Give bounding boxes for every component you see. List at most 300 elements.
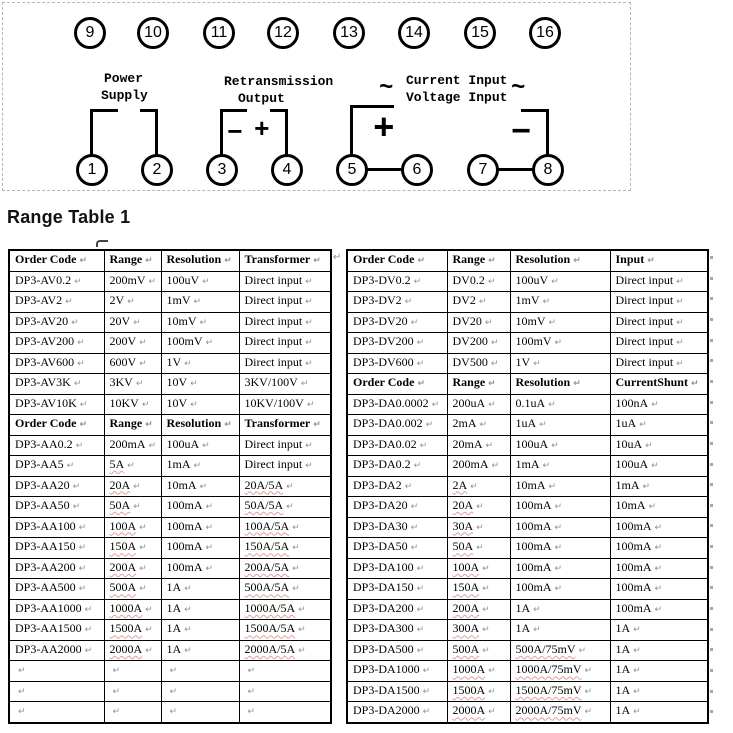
table-cell — [610, 599, 708, 620]
cell-text: 150A/5A — [244, 539, 290, 554]
table-cell — [610, 333, 708, 354]
cell-text: 100uA — [166, 436, 200, 451]
formatting-mark: ↵ — [416, 338, 425, 349]
formatting-mark: ↵ — [224, 420, 232, 431]
table-cell — [610, 292, 708, 313]
cell-text: 100uV — [515, 272, 549, 287]
table-cell — [347, 681, 447, 702]
terminal-3: 3 — [206, 154, 238, 186]
cell-text: 1000A — [109, 600, 143, 615]
header-cell — [161, 250, 239, 271]
cell-text: DP3-AV0.2 — [15, 272, 72, 287]
formatting-mark: ↵ — [78, 522, 87, 533]
formatting-mark: ↵ — [193, 297, 202, 308]
cell-text: 1mV — [166, 293, 191, 308]
table-cell — [610, 681, 708, 702]
formatting-mark: ↵ — [648, 502, 657, 513]
formatting-mark: ↵ — [551, 276, 559, 287]
terminal-15: 15 — [464, 17, 496, 49]
formatting-mark: ↵ — [78, 563, 87, 574]
formatting-mark: ↵ — [139, 584, 147, 595]
table-cell — [510, 497, 610, 518]
table-cell — [104, 435, 161, 456]
cell-text: 1mA — [615, 477, 640, 492]
formatting-mark: ↵ — [416, 625, 425, 636]
formatting-mark: ↵ — [190, 399, 198, 410]
formatting-mark: ↵ — [654, 563, 663, 574]
cell-text: 1mA — [515, 457, 540, 472]
formatting-mark: ↵ — [78, 543, 87, 554]
table-cell — [447, 476, 510, 497]
table-cell — [104, 517, 161, 538]
formatting-mark: ↵ — [676, 317, 684, 328]
formatting-mark: ↵ — [410, 522, 419, 533]
cell-text: DP3-AA2000 — [15, 641, 82, 656]
formatting-mark: ↵ — [554, 522, 563, 533]
cell-text: 10mA — [166, 477, 197, 492]
formatting-mark: ↵ — [488, 707, 496, 718]
table-cell — [161, 394, 239, 415]
header-cell — [9, 250, 104, 271]
terminal-7: 7 — [467, 154, 499, 186]
table-row — [347, 702, 708, 723]
table-cell — [447, 333, 510, 354]
table-cell — [239, 435, 331, 456]
table-cell — [239, 579, 331, 600]
cell-text: DP3-AA50 — [15, 498, 70, 513]
cell-text: 1V — [515, 354, 531, 369]
cell-text: 1500A — [452, 682, 486, 697]
retransmission-output-label-line2: Output — [238, 91, 285, 106]
table-cell — [610, 538, 708, 559]
cell-text: 30A — [452, 518, 474, 533]
row-end-mark — [710, 256, 713, 259]
current-input-label: Current Input — [406, 73, 508, 88]
formatting-mark: ↵ — [305, 317, 313, 328]
formatting-mark: ↵ — [205, 563, 214, 574]
formatting-mark: ↵ — [578, 645, 587, 656]
table-cell — [9, 271, 104, 292]
cell-text: 100mA — [615, 518, 652, 533]
cell-text: DV2 — [452, 293, 476, 308]
wire-segment — [220, 109, 223, 155]
terminal-5: 5 — [336, 154, 368, 186]
table-cell — [610, 456, 708, 477]
table-cell — [9, 517, 104, 538]
formatting-mark: ↵ — [542, 297, 551, 308]
table-cell — [510, 599, 610, 620]
cell-text: 1uA — [615, 416, 637, 431]
table-row — [9, 476, 331, 497]
table-cell — [104, 702, 161, 723]
cell-text: 1A — [515, 621, 531, 636]
formatting-mark: ↵ — [479, 420, 488, 431]
formatting-mark: ↵ — [65, 297, 73, 308]
formatting-mark: ↵ — [476, 502, 484, 513]
formatting-mark: ↵ — [584, 666, 593, 677]
formatting-mark: ↵ — [482, 563, 490, 574]
formatting-mark: ↵ — [404, 481, 413, 492]
table-cell — [9, 702, 104, 723]
cell-text: 500A — [452, 641, 480, 656]
table-cell — [161, 681, 239, 702]
cell-text: 20A/5A — [244, 477, 284, 492]
table-cell — [610, 271, 708, 292]
ac-tilde-right: ~ — [511, 75, 526, 102]
row-end-mark — [710, 524, 713, 527]
table-cell — [347, 599, 447, 620]
cell-text: DP3-DV2 — [353, 293, 402, 308]
table-cell — [161, 456, 239, 477]
cell-text: DP3-AA1000 — [15, 600, 82, 615]
header-row — [347, 250, 708, 271]
formatting-mark: ↵ — [169, 666, 178, 677]
row-end-mark — [710, 359, 713, 362]
terminal-1: 1 — [76, 154, 108, 186]
formatting-mark: ↵ — [169, 707, 178, 718]
cell-text: DP3-DV0.2 — [353, 272, 411, 287]
table-cell — [510, 579, 610, 600]
power-supply-label-line2: Supply — [101, 88, 148, 103]
formatting-mark: ↵ — [491, 461, 500, 472]
formatting-mark: ↵ — [651, 461, 659, 472]
header-cell — [239, 250, 331, 271]
cell-text: Direct input — [615, 272, 674, 287]
table-cell — [9, 599, 104, 620]
table-row — [9, 271, 331, 292]
cell-text: Direct input — [244, 436, 303, 451]
table-row — [9, 292, 331, 313]
row-end-mark — [710, 710, 713, 713]
cell-text: Direct input — [244, 354, 303, 369]
cell-text: 1A — [615, 703, 631, 718]
cell-text: 1uA — [515, 416, 537, 431]
cell-text: 100mA — [615, 580, 652, 595]
cell-text: Range — [452, 375, 486, 390]
table-cell — [161, 292, 239, 313]
formatting-mark: ↵ — [298, 625, 306, 636]
table-cell — [239, 394, 331, 415]
formatting-mark: ↵ — [18, 666, 26, 677]
formatting-mark: ↵ — [676, 358, 684, 369]
formatting-mark: ↵ — [127, 461, 135, 472]
cell-text: 100mA — [515, 580, 552, 595]
cell-text: 2000A — [452, 703, 486, 718]
formatting-mark: ↵ — [413, 276, 422, 287]
formatting-mark: ↵ — [112, 666, 121, 677]
terminal-16: 16 — [529, 17, 561, 49]
wire-segment — [350, 105, 353, 155]
table-row — [347, 312, 708, 333]
cell-text: Resolution — [515, 375, 571, 390]
cell-text: 2000A — [109, 641, 143, 656]
table-row — [9, 394, 331, 415]
formatting-mark: ↵ — [416, 604, 425, 615]
cell-text: DP3-AV10K — [15, 395, 77, 410]
cell-text: 2mA — [452, 416, 477, 431]
table-cell — [239, 681, 331, 702]
cell-text: 100A — [109, 518, 137, 533]
cell-text: Direct input — [244, 272, 303, 287]
table-row — [347, 599, 708, 620]
cell-text: DP3-DA0.002 — [353, 416, 423, 431]
table-cell — [610, 661, 708, 682]
cell-text: Direct input — [244, 457, 303, 472]
table-cell — [239, 538, 331, 559]
table-cell — [510, 333, 610, 354]
formatting-mark: ↵ — [488, 256, 496, 266]
terminal-14: 14 — [398, 17, 430, 49]
table-row — [347, 558, 708, 579]
formatting-mark: ↵ — [292, 522, 300, 533]
cell-text: 200mV — [109, 272, 146, 287]
formatting-mark: ↵ — [482, 625, 490, 636]
terminal-2: 2 — [141, 154, 173, 186]
table-row — [347, 333, 708, 354]
header-row — [9, 250, 331, 271]
table-cell — [510, 312, 610, 333]
table-row — [9, 661, 331, 682]
table-cell — [161, 497, 239, 518]
cell-text: Order Code — [353, 252, 415, 266]
table-cell — [347, 661, 447, 682]
formatting-mark: ↵ — [654, 604, 663, 615]
table-cell — [447, 271, 510, 292]
table-cell — [510, 517, 610, 538]
formatting-mark: ↵ — [654, 584, 663, 595]
cell-text: 2V — [109, 293, 125, 308]
table-cell — [239, 702, 331, 723]
retransmission-output-label-line1: Retransmission — [224, 74, 334, 89]
table-row — [9, 353, 331, 374]
cell-text: 100mA — [166, 559, 203, 574]
formatting-mark: ↵ — [413, 461, 422, 472]
formatting-mark: ↵ — [139, 358, 147, 369]
formatting-mark: ↵ — [139, 338, 147, 349]
table-cell — [610, 353, 708, 374]
cell-text: 2000A/5A — [244, 641, 296, 656]
table-cell — [104, 374, 161, 395]
formatting-mark: ↵ — [305, 297, 313, 308]
cell-text: 1000A — [452, 662, 486, 677]
table-cell — [9, 558, 104, 579]
table-cell — [610, 640, 708, 661]
formatting-mark: ↵ — [112, 707, 121, 718]
ac-tilde-left: ~ — [379, 75, 394, 102]
cell-text: 100uV — [166, 272, 200, 287]
table-cell — [610, 620, 708, 641]
formatting-mark: ↵ — [298, 604, 306, 615]
table-cell — [104, 476, 161, 497]
formatting-mark: ↵ — [410, 317, 419, 328]
table-cell — [510, 538, 610, 559]
cell-text: 50A — [109, 498, 131, 513]
formatting-mark: ↵ — [202, 440, 210, 451]
formatting-mark: ↵ — [476, 522, 484, 533]
formatting-mark: ↵ — [77, 338, 85, 349]
row-end-mark — [710, 380, 713, 383]
header-cell — [239, 415, 331, 436]
formatting-mark: ↵ — [539, 420, 547, 431]
cell-text: DP3-DA200 — [353, 600, 414, 615]
table-cell — [9, 497, 104, 518]
table-cell — [104, 579, 161, 600]
cell-text: 10mV — [515, 313, 546, 328]
cell-text: 100mA — [615, 600, 652, 615]
input-minus-sign: − — [511, 115, 532, 153]
table-cell — [104, 333, 161, 354]
table-cell — [161, 312, 239, 333]
formatting-mark: ↵ — [478, 297, 487, 308]
cell-text: 3KV/100V — [244, 375, 298, 390]
table-cell — [447, 435, 510, 456]
cell-text: DP3-AA5 — [15, 457, 64, 472]
cell-text: DP3-AV20 — [15, 313, 69, 328]
cell-text: 500A/5A — [244, 580, 290, 595]
table-row — [347, 394, 708, 415]
cell-text: 10uA — [615, 436, 643, 451]
table-cell — [510, 456, 610, 477]
formatting-mark: ↵ — [416, 645, 425, 656]
formatting-mark: ↵ — [482, 584, 490, 595]
table-cell — [447, 292, 510, 313]
cell-text: Range — [109, 416, 143, 431]
cell-text: DP3-AA200 — [15, 559, 76, 574]
formatting-mark: ↵ — [112, 686, 121, 697]
formatting-mark: ↵ — [205, 543, 214, 554]
table-cell — [510, 435, 610, 456]
formatting-mark: ↵ — [551, 440, 559, 451]
cell-text: 100mA — [166, 498, 203, 513]
header-cell — [347, 250, 447, 271]
table-cell — [510, 353, 610, 374]
formatting-mark: ↵ — [298, 645, 306, 656]
formatting-mark: ↵ — [633, 645, 641, 656]
cell-text: 100uA — [615, 457, 649, 472]
cell-text: DP3-DA20 — [353, 498, 408, 513]
cell-text: 1A — [615, 641, 631, 656]
table-cell — [447, 702, 510, 723]
cell-text: 1A — [166, 580, 182, 595]
formatting-mark: ↵ — [422, 666, 431, 677]
table-cell — [104, 599, 161, 620]
table-cell — [447, 640, 510, 661]
table-cell — [447, 312, 510, 333]
formatting-mark: ↵ — [410, 543, 419, 554]
cell-text: 100mA — [515, 498, 552, 513]
formatting-mark: ↵ — [133, 317, 141, 328]
formatting-mark: ↵ — [476, 543, 484, 554]
cell-text: 100mA — [166, 539, 203, 554]
cell-text: DP3-DA150 — [353, 580, 414, 595]
cell-text: Direct input — [615, 334, 674, 349]
formatting-mark: ↵ — [18, 686, 26, 697]
formatting-mark: ↵ — [141, 399, 150, 410]
row-end-mark — [710, 690, 713, 693]
formatting-mark: ↵ — [584, 707, 593, 718]
table-cell — [447, 579, 510, 600]
header-cell — [447, 374, 510, 395]
cell-text: Direct input — [244, 334, 303, 349]
formatting-mark: ↵ — [490, 358, 499, 369]
cell-text: 20V — [109, 313, 131, 328]
wire-segment — [498, 168, 533, 171]
cell-text: DP3-DA100 — [353, 559, 414, 574]
table-cell — [161, 558, 239, 579]
cell-text: 1V — [166, 354, 182, 369]
header-cell — [447, 250, 510, 271]
table-cell — [9, 661, 104, 682]
formatting-mark: ↵ — [139, 522, 147, 533]
range-table-left — [8, 249, 332, 724]
table-cell — [347, 558, 447, 579]
formatting-mark: ↵ — [573, 256, 581, 266]
cell-text: 10KV — [109, 395, 139, 410]
formatting-mark: ↵ — [133, 481, 141, 492]
formatting-mark: ↵ — [488, 399, 496, 410]
table-row — [347, 271, 708, 292]
row-end-mark — [710, 628, 713, 631]
cell-text: 200uA — [452, 395, 486, 410]
table-cell — [610, 579, 708, 600]
cell-text: 100A — [452, 559, 480, 574]
table-row — [347, 579, 708, 600]
table-cell — [510, 558, 610, 579]
formatting-mark: ↵ — [79, 420, 87, 431]
cell-text: DP3-DA0.2 — [353, 457, 411, 472]
table-cell — [347, 620, 447, 641]
cell-text: Range — [452, 252, 486, 266]
cell-text: 50A/5A — [244, 498, 284, 513]
table-cell — [510, 415, 610, 436]
cell-text: DV500 — [452, 354, 488, 369]
cell-text: 1000A/5A — [244, 600, 296, 615]
header-cell — [510, 374, 610, 395]
table-cell — [447, 681, 510, 702]
formatting-mark: ↵ — [470, 481, 478, 492]
cell-text: Direct input — [244, 313, 303, 328]
cell-text: DP3-DA0.0002 — [353, 395, 429, 410]
table-row — [9, 702, 331, 723]
cell-text: 100mA — [515, 518, 552, 533]
table-cell — [104, 353, 161, 374]
formatting-mark: ↵ — [286, 481, 294, 492]
cell-text: DP3-DA50 — [353, 539, 408, 554]
formatting-mark: ↵ — [305, 338, 313, 349]
cell-text: 10mA — [615, 498, 646, 513]
formatting-mark: ↵ — [548, 399, 556, 410]
table-cell — [510, 702, 610, 723]
formatting-mark: ↵ — [488, 379, 496, 390]
table-cell — [161, 620, 239, 641]
table-cell — [9, 333, 104, 354]
cell-text: DP3-DA2000 — [353, 703, 420, 718]
table-cell — [239, 661, 331, 682]
table-cell — [161, 353, 239, 374]
table-row — [9, 312, 331, 333]
formatting-mark: ↵ — [184, 584, 192, 595]
formatting-mark: ↵ — [305, 358, 313, 369]
row-end-mark — [710, 401, 713, 404]
cell-text: 600V — [109, 354, 137, 369]
terminal-10: 10 — [137, 17, 169, 49]
formatting-mark: ↵ — [488, 686, 496, 697]
formatting-mark: ↵ — [642, 481, 651, 492]
cell-text: 1500A/75mV — [515, 682, 582, 697]
table-cell — [447, 620, 510, 641]
paragraph-mark: ↵ — [333, 252, 342, 263]
formatting-mark: ↵ — [286, 502, 294, 513]
